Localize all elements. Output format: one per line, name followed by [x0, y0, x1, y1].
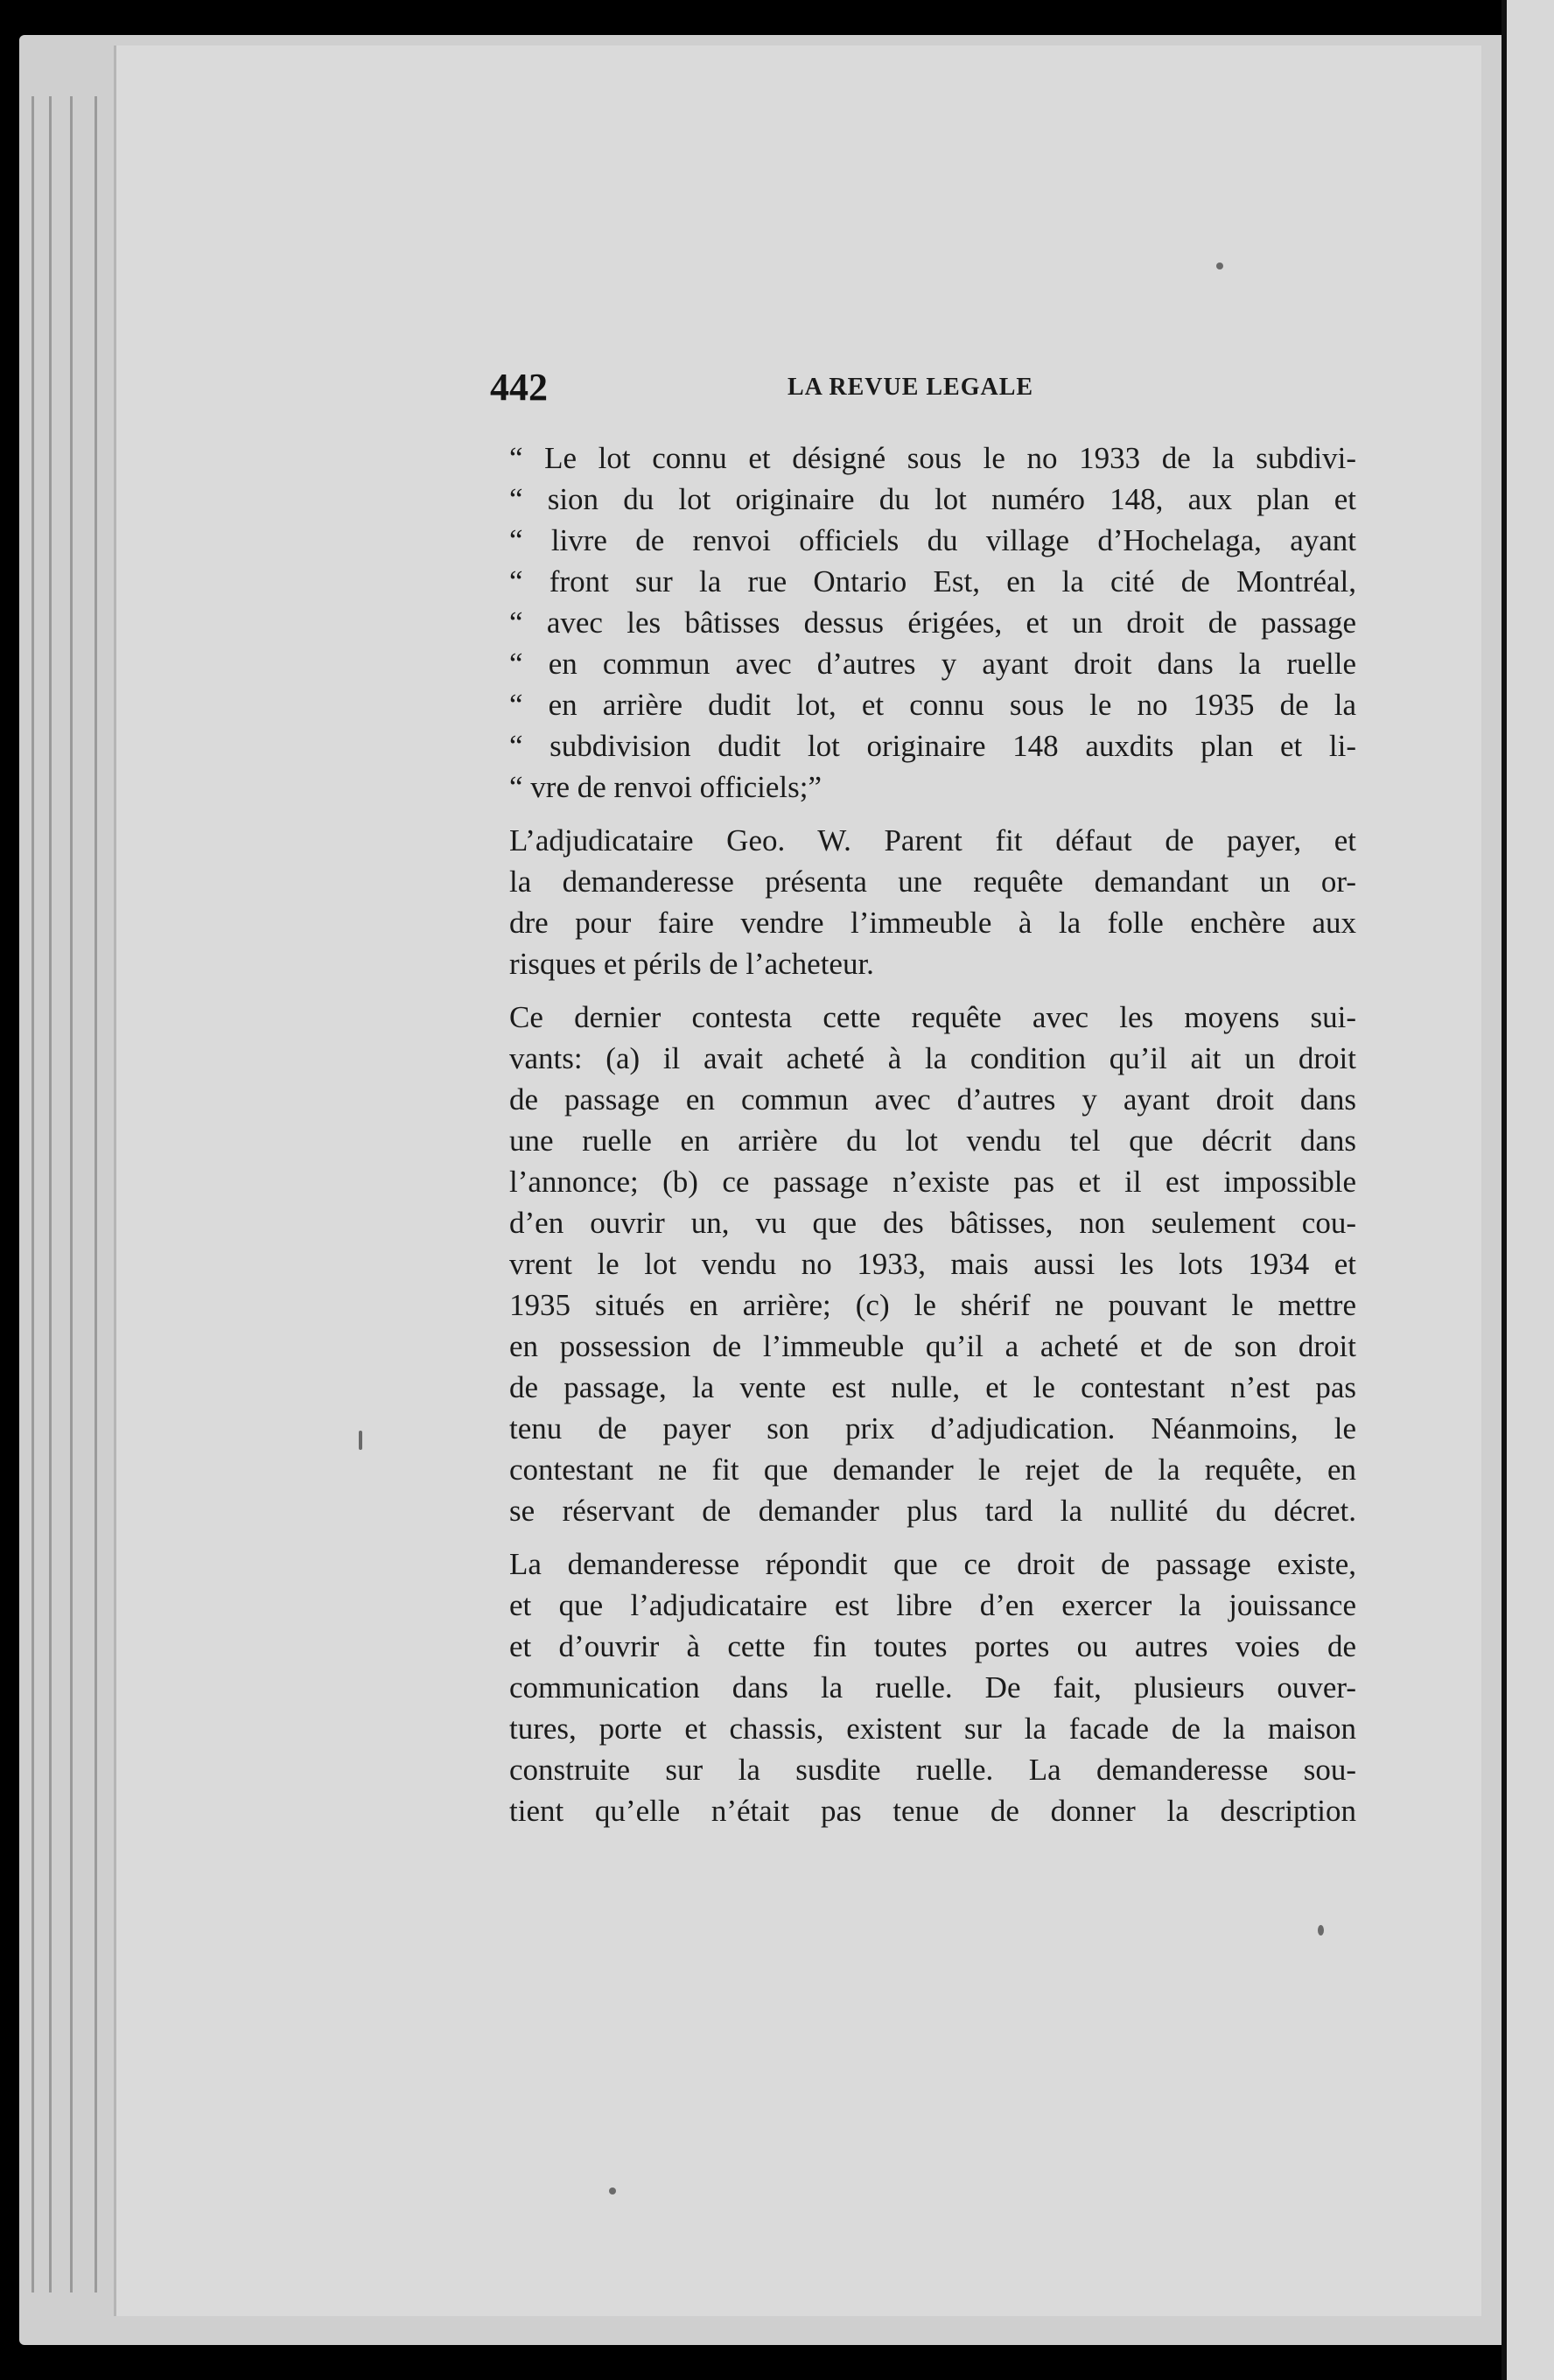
text-line: “ Le lot connu et désigné sous le no 1933 de la subdivi- — [509, 441, 1356, 475]
paper-speck — [609, 2188, 616, 2194]
text-line: communication dans la ruelle. De fait, plusieurs ouver- — [509, 1670, 1356, 1704]
text-line: L’adjudicataire Geo. W. Parent fit défaut de payer, et — [509, 823, 1356, 858]
text-line: “ sion du lot originaire du lot numéro 148, aux plan et — [509, 482, 1356, 516]
text-line: risques et périls de l’acheteur. — [509, 947, 874, 981]
text-line: et d’ouvrir à cette fin toutes portes ou autres voies de — [509, 1629, 1356, 1663]
page-edge — [94, 96, 97, 2292]
text-line: une ruelle en arrière du lot vendu tel que décrit dans — [509, 1124, 1356, 1158]
text-line: “ en arrière dudit lot, et connu sous le no 1935 de la — [509, 688, 1356, 722]
text-line: “ en commun avec d’autres y ayant droit dans la ruelle — [509, 647, 1356, 681]
body-text — [509, 438, 1356, 1831]
text-line: “ subdivision dudit lot originaire 148 auxdits plan et li- — [509, 729, 1356, 763]
text-line: vrent le lot vendu no 1933, mais aussi les lots 1934 et — [509, 1247, 1356, 1281]
page-edge — [32, 96, 34, 2292]
text-line: de passage en commun avec d’autres y ayant droit dans — [509, 1082, 1356, 1116]
running-head — [490, 361, 1356, 414]
text-line: “ vre de renvoi officiels;” — [509, 770, 822, 804]
text-line: la demanderesse présenta une requête demandant un or- — [509, 864, 1356, 899]
text-line: dre pour faire vendre l’immeuble à la folle enchère aux — [509, 906, 1356, 940]
text-line: contestant ne fit que demander le rejet de la requête, en — [509, 1452, 1356, 1487]
paragraph — [509, 997, 1356, 1531]
text-line: Ce dernier contesta cette requête avec les moyens sui- — [509, 1000, 1356, 1034]
text-line: tenu de payer son prix d’adjudication. Néanmoins, le — [509, 1411, 1356, 1446]
text-line: en possession de l’immeuble qu’il a acheté et de son droit — [509, 1329, 1356, 1363]
journal-title: LA REVUE LEGALE — [788, 374, 1034, 401]
text-line: se réservant de demander plus tard la nullité du décret. — [509, 1494, 1356, 1528]
text-line: de passage, la vente est nulle, et le contestant n’est pas — [509, 1370, 1356, 1404]
page-edge — [70, 96, 73, 2292]
paper-speck — [359, 1431, 362, 1450]
text-line: d’en ouvrir un, vu que des bâtisses, non seulement cou- — [509, 1206, 1356, 1240]
text-line: et que l’adjudicataire est libre d’en exercer la jouissance — [509, 1588, 1356, 1622]
paper-speck — [1216, 262, 1223, 270]
paragraph — [509, 1544, 1356, 1831]
page-number: 442 — [490, 366, 548, 409]
text-line: tures, porte et chassis, existent sur la facade de la maison — [509, 1712, 1356, 1746]
text-line: La demanderesse répondit que ce droit de passage existe, — [509, 1547, 1356, 1581]
text-line: vants: (a) il avait acheté à la condition qu’il ait un droit — [509, 1041, 1356, 1075]
paragraph — [509, 820, 1356, 984]
text-line: “ avec les bâtisses dessus érigées, et un droit de passage — [509, 606, 1356, 640]
text-line: “ front sur la rue Ontario Est, en la cité de Montréal, — [509, 564, 1356, 598]
text-line: l’annonce; (b) ce passage n’existe pas et il est impossible — [509, 1165, 1356, 1199]
paper-speck — [1318, 1925, 1324, 1936]
page-edge — [49, 96, 52, 2292]
text-line: 1935 situés en arrière; (c) le shérif ne pouvant le mettre — [509, 1288, 1356, 1322]
text-line: tient qu’elle n’était pas tenue de donner la description — [509, 1794, 1356, 1828]
text-line: construite sur la susdite ruelle. La demanderesse sou- — [509, 1753, 1356, 1787]
quoted-paragraph — [509, 438, 1356, 808]
facing-page-edge — [1502, 0, 1554, 2380]
text-line: “ livre de renvoi officiels du village d’Hochelaga, ayant — [509, 523, 1356, 557]
